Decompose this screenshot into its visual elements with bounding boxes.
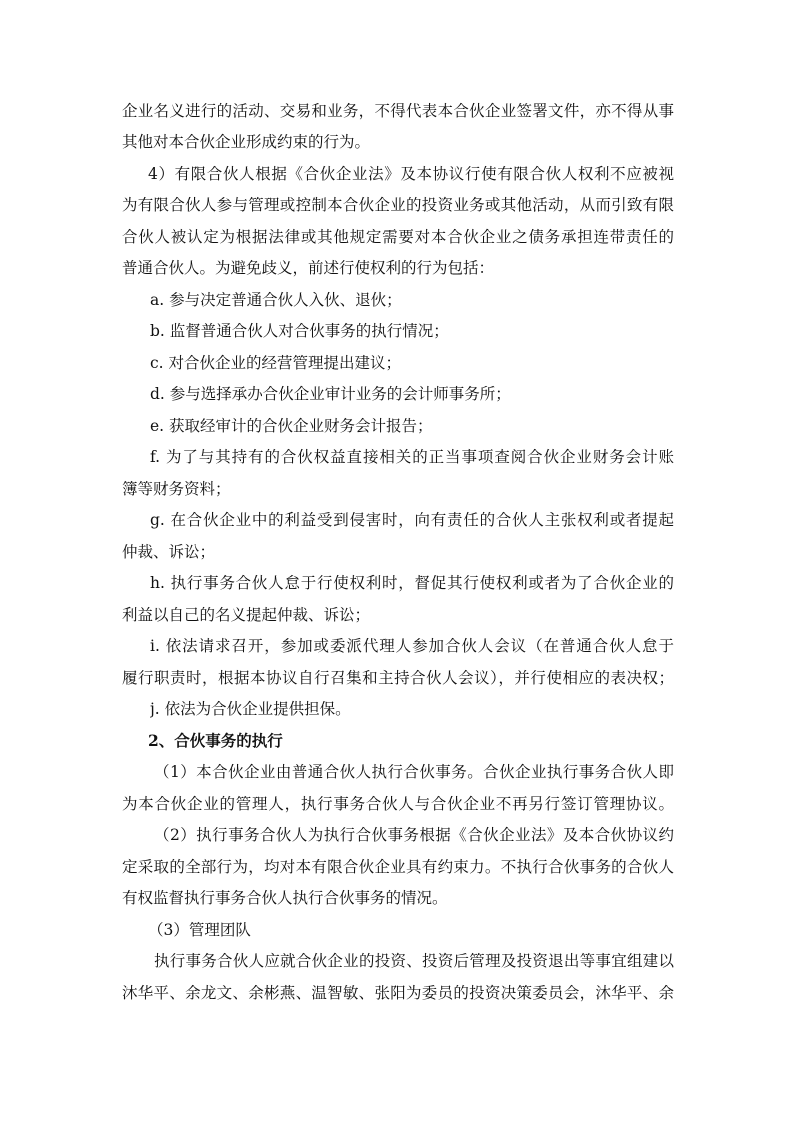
list-item: e. 获取经审计的合伙企业财务会计报告； bbox=[150, 417, 433, 435]
list-item: a. 参与决定普通合伙人入伙、退伙； bbox=[150, 291, 402, 309]
list-item: f. 为了与其持有的合伙权益直接相关的正当事项查阅合伙企业财务会计账 bbox=[150, 448, 674, 466]
paragraph-line: （2）执行事务合伙人为执行合伙事务根据《合伙企业法》及本合伙协议约 bbox=[154, 826, 674, 844]
paragraph-line: 沐华平、余龙文、余彬燕、温智敏、张阳为委员的投资决策委员会，沐华平、余 bbox=[122, 984, 674, 1002]
paragraph-line: 有权监督执行事务合伙人执行合伙事务的情况。 bbox=[122, 889, 448, 907]
list-item-continuation: 履行职责时，根据本协议自行召集和主持合伙人会议），并行使相应的表决权； bbox=[122, 669, 674, 687]
paragraph-line: 执行事务合伙人应就合伙企业的投资、投资后管理及投资退出等事宜组建以 bbox=[154, 952, 674, 970]
paragraph-line: 其他对本合伙企业形成约束的行为。 bbox=[122, 133, 371, 151]
list-item: h. 执行事务合伙人怠于行使权利时，督促其行使权利或者为了合伙企业的 bbox=[150, 574, 674, 592]
list-item-continuation: 簿等财务资料； bbox=[122, 480, 231, 498]
paragraph-line: 为本合伙企业的管理人，执行事务合伙人与合伙企业不再另行签订管理协议。 bbox=[122, 795, 674, 813]
list-item-continuation: 利益以自己的名义提起仲裁、诉讼； bbox=[122, 606, 371, 624]
paragraph-line: 普通合伙人。为避免歧义，前述行使权利的行为包括： bbox=[122, 259, 495, 277]
paragraph-line: 为有限合伙人参与管理或控制本合伙企业的投资业务或其他活动，从而引致有限 bbox=[122, 196, 674, 214]
section-heading: 2、合伙事务的执行 bbox=[148, 731, 283, 750]
list-item: c. 对合伙企业的经营管理提出建议； bbox=[150, 354, 402, 372]
paragraph-line: 合伙人被认定为根据法律或其他规定需要对本合伙企业之债务承担连带责任的 bbox=[122, 228, 674, 246]
list-item: j. 依法为合伙企业提供担保。 bbox=[150, 700, 351, 718]
paragraph-line: 4）有限合伙人根据《合伙企业法》及本协议行使有限合伙人权利不应被视 bbox=[148, 165, 674, 183]
paragraph-line: 定采取的全部行为，均对本有限合伙企业具有约束力。不执行合伙事务的合伙人 bbox=[122, 858, 674, 876]
subsection-title: （3）管理团队 bbox=[148, 921, 251, 939]
paragraph-line: 企业名义进行的活动、交易和业务，不得代表本合伙企业签署文件，亦不得从事 bbox=[122, 102, 674, 120]
list-item-continuation: 仲裁、诉讼； bbox=[122, 543, 216, 561]
paragraph-line: （1）本合伙企业由普通合伙人执行合伙事务。合伙企业执行事务合伙人即 bbox=[154, 763, 674, 781]
list-item: i. 依法请求召开，参加或委派代理人参加合伙人会议（在普通合伙人怠于 bbox=[150, 637, 674, 655]
list-item: d. 参与选择承办合伙企业审计业务的会计师事务所； bbox=[150, 385, 511, 403]
list-item: b. 监督普通合伙人对合伙事务的执行情况； bbox=[150, 322, 449, 340]
list-item: g. 在合伙企业中的利益受到侵害时，向有责任的合伙人主张权利或者提起 bbox=[150, 511, 674, 529]
